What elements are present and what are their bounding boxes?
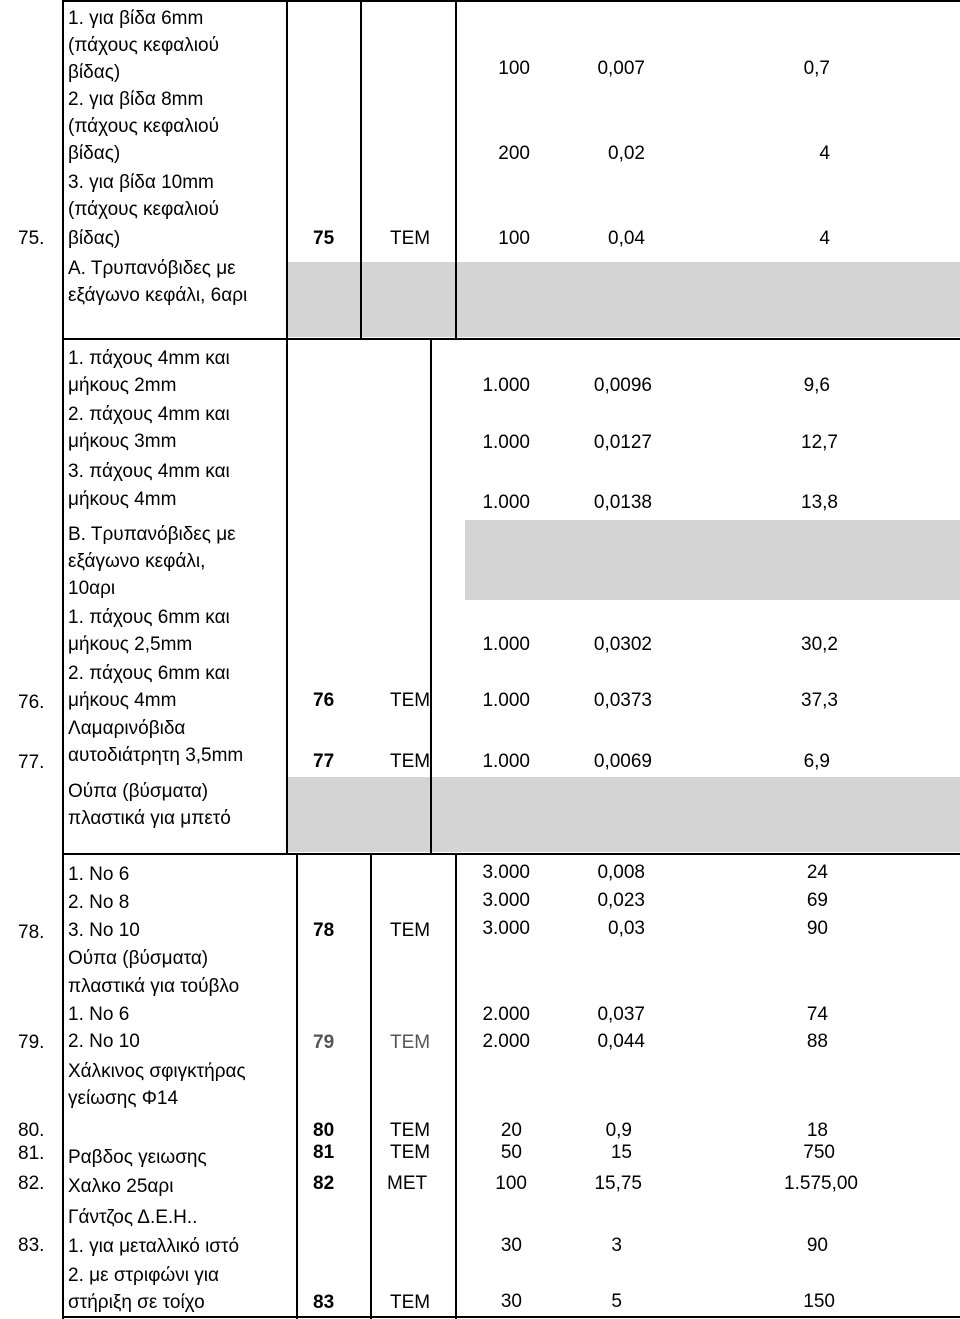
- item-description: Χάλκινος σφιγκτήρας: [68, 1061, 246, 1082]
- quantity: 1.000: [482, 751, 530, 772]
- unit-price: 0,0127: [593, 432, 652, 453]
- quantity: 30: [500, 1291, 522, 1312]
- unit-price: 0,0373: [593, 690, 652, 711]
- total: 6,9: [803, 751, 830, 772]
- unit-price: 5: [611, 1291, 622, 1312]
- total: 12,7: [801, 432, 838, 453]
- unit-price: 0,008: [597, 862, 645, 883]
- item-description: (πάχους κεφαλιού: [68, 35, 219, 56]
- total: 90: [806, 918, 828, 939]
- item-description: 2. No 8: [68, 892, 130, 913]
- item-description: (πάχους κεφαλιού: [68, 199, 219, 220]
- item-description: πλαστικά για τούβλο: [68, 976, 240, 997]
- item-unit: ΤΕΜ: [390, 1120, 431, 1141]
- item-description: (πάχους κεφαλιού: [68, 116, 219, 137]
- item-description: 1. για μεταλλικό ιστό: [68, 1236, 240, 1257]
- quantity: 100: [495, 1173, 527, 1194]
- grid-line-unit3: [455, 855, 457, 1319]
- grid-line-desc: [286, 0, 288, 340]
- item-unit: ΤΕΜ: [390, 751, 431, 772]
- total: 24: [806, 862, 828, 883]
- item-unit: ΜΕΤ: [387, 1173, 428, 1194]
- item-description: βίδας): [68, 143, 121, 164]
- unit-price: 0,044: [597, 1031, 645, 1052]
- quantity: 1.000: [482, 375, 530, 396]
- quantity: 1.000: [482, 690, 530, 711]
- item-unit: ΤΕΜ: [390, 1142, 431, 1163]
- item-description: 1. για βίδα 6mm: [68, 8, 204, 29]
- unit-price: 0,04: [608, 228, 645, 249]
- shaded-block-75: [288, 262, 960, 337]
- item-description: 2. πάχους 4mm και: [68, 404, 230, 425]
- total: 0,7: [803, 58, 830, 79]
- item-description: πλαστικά για μπετό: [68, 808, 231, 829]
- total: 4: [819, 143, 830, 164]
- item-unit: ΤΕΜ: [390, 920, 431, 941]
- quantity: 1.000: [482, 634, 530, 655]
- grid-line-bottom: [62, 1316, 960, 1318]
- row-number: 80.: [18, 1120, 45, 1141]
- row-number: 83.: [18, 1235, 45, 1256]
- item-description: Χαλκο 25αρι: [68, 1176, 174, 1197]
- row-number: 82.: [18, 1173, 45, 1194]
- grid-line-desc2: [286, 340, 288, 855]
- grid-line-row77: [62, 853, 960, 855]
- item-description: 1. No 6: [68, 1004, 130, 1025]
- grid-line-code: [360, 0, 362, 340]
- item-code: 79: [313, 1032, 335, 1053]
- item-description: 1. πάχους 4mm και: [68, 348, 230, 369]
- total: 150: [803, 1291, 835, 1312]
- total: 9,6: [803, 375, 830, 396]
- item-description: βίδας): [68, 228, 121, 249]
- item-description: 2. No 10: [68, 1031, 140, 1052]
- item-description: 1. πάχους 6mm και: [68, 607, 230, 628]
- shaded-block-77: [288, 777, 960, 852]
- total: 13,8: [801, 492, 838, 513]
- row-number: 78.: [18, 922, 45, 943]
- unit-price: 0,0069: [593, 751, 652, 772]
- unit-price: 0,0302: [593, 634, 652, 655]
- item-description: μήκους 2,5mm: [68, 634, 193, 655]
- item-description: Ούπα (βύσματα): [68, 948, 209, 969]
- total: 4: [819, 228, 830, 249]
- row-number: 79.: [18, 1032, 45, 1053]
- unit-price: 0,03: [608, 918, 645, 939]
- quantity: 3.000: [482, 890, 530, 911]
- item-description: Ραβδος γειωσης: [68, 1147, 207, 1168]
- unit-price: 0,037: [597, 1004, 645, 1025]
- total: 18: [806, 1120, 828, 1141]
- item-description: Λαμαρινόβιδα: [68, 718, 186, 739]
- unit-price: 0,023: [597, 890, 645, 911]
- grid-line-desc3: [296, 855, 298, 1319]
- item-description: μήκους 4mm: [68, 489, 177, 510]
- item-description: 2. για βίδα 8mm: [68, 89, 204, 110]
- item-description: Ούπα (βύσματα): [68, 781, 209, 802]
- quantity: 30: [500, 1235, 522, 1256]
- row-number: 76.: [18, 692, 45, 713]
- item-description: μήκους 2mm: [68, 375, 177, 396]
- item-description: μήκους 4mm: [68, 690, 177, 711]
- item-code: 76: [313, 690, 335, 711]
- item-description: 3. πάχους 4mm και: [68, 461, 230, 482]
- total: 88: [806, 1031, 828, 1052]
- quantity: 2.000: [482, 1004, 530, 1025]
- unit-price: 3: [611, 1235, 622, 1256]
- grid-line-unit: [455, 0, 457, 340]
- row-number: 77.: [18, 752, 45, 773]
- item-description: μήκους 3mm: [68, 431, 177, 452]
- quantity: 100: [498, 58, 530, 79]
- item-description: Β. Τρυπανόβιδες με: [68, 524, 236, 545]
- item-description: γείωσης Φ14: [68, 1088, 179, 1109]
- total: 37,3: [801, 690, 838, 711]
- quantity: 50: [500, 1142, 522, 1163]
- item-unit: ΤΕΜ: [390, 228, 431, 249]
- shaded-block-76b: [465, 520, 960, 600]
- item-description: στήριξη σε τοίχο: [68, 1292, 205, 1313]
- item-code: 78: [313, 920, 335, 941]
- quantity: 1.000: [482, 492, 530, 513]
- item-description: 10αρι: [68, 578, 116, 599]
- quantity: 1.000: [482, 432, 530, 453]
- total: 1.575,00: [784, 1173, 858, 1194]
- item-code: 80: [313, 1120, 335, 1141]
- row-number: 81.: [18, 1143, 45, 1164]
- item-description: 2. με στριφώνι για: [68, 1265, 219, 1286]
- quantity: 200: [498, 143, 530, 164]
- unit-price: 15,75: [594, 1173, 642, 1194]
- quantity: 3.000: [482, 918, 530, 939]
- quantity: 2.000: [482, 1031, 530, 1052]
- grid-line-left: [62, 0, 64, 1319]
- grid-line-code3: [370, 855, 372, 1319]
- item-code: 82: [313, 1173, 335, 1194]
- quantity: 3.000: [482, 862, 530, 883]
- item-code: 75: [313, 228, 335, 249]
- item-unit: ΤΕΜ: [390, 1032, 431, 1053]
- item-description: 1. No 6: [68, 864, 130, 885]
- item-description: 3. για βίδα 10mm: [68, 172, 214, 193]
- total: 750: [803, 1142, 835, 1163]
- quantity: 100: [498, 228, 530, 249]
- total: 90: [806, 1235, 828, 1256]
- grid-line-row75: [62, 338, 960, 340]
- unit-price: 0,0096: [593, 375, 652, 396]
- item-description: εξάγωνο κεφάλι,: [68, 551, 206, 572]
- row-number: 75.: [18, 228, 45, 249]
- item-description: εξάγωνο κεφάλι, 6αρι: [68, 285, 248, 306]
- item-code: 81: [313, 1142, 335, 1163]
- unit-price: 0,02: [608, 143, 645, 164]
- item-unit: ΤΕΜ: [390, 1292, 431, 1313]
- item-description: 2. πάχους 6mm και: [68, 663, 230, 684]
- grid-line-top: [62, 0, 960, 2]
- item-description: αυτοδιάτρητη 3,5mm: [68, 745, 244, 766]
- total: 74: [806, 1004, 828, 1025]
- quantity: 20: [500, 1120, 522, 1141]
- item-code: 77: [313, 751, 335, 772]
- unit-price: 0,007: [597, 58, 645, 79]
- unit-price: 0,9: [605, 1120, 632, 1141]
- item-description: 3. No 10: [68, 920, 140, 941]
- item-description: Α. Τρυπανόβιδες με: [68, 258, 236, 279]
- total: 69: [806, 890, 828, 911]
- grid-line-code2: [430, 340, 432, 855]
- total: 30,2: [801, 634, 838, 655]
- item-description: βίδας): [68, 62, 121, 83]
- unit-price: 15: [610, 1142, 632, 1163]
- unit-price: 0,0138: [593, 492, 652, 513]
- item-unit: ΤΕΜ: [390, 690, 431, 711]
- item-description: Γάντζος Δ.Ε.Η..: [68, 1207, 198, 1228]
- item-code: 83: [313, 1292, 335, 1313]
